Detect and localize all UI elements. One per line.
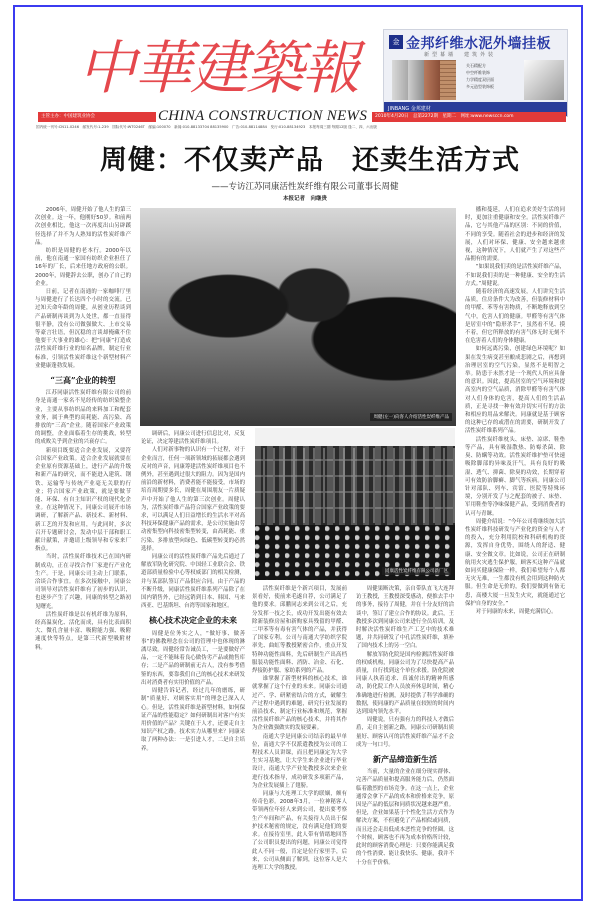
section-heading-transformation: “三高”企业的转型: [50, 375, 116, 386]
article-headline: 周健：不仅卖产品 还卖生活方式: [100, 145, 520, 176]
ad-brand-bar: JINBANG 金邦建材: [384, 102, 567, 116]
photo-caption: 同康活性炭纤维有限公司新厂区: [382, 567, 451, 575]
ad-logo-icon: 金: [389, 35, 403, 49]
publication-info-line: 国内统一刊号:CN11-0246 邮发代号:1-239 国际代号:WT0246T 邮编:100070 新闻:010-88133704 88135900 广告:010-88114884 发行:010-88134923 本报每周三期 每期12版 逢二、四、六出版: [36, 125, 377, 129]
section-heading-core-technology: 核心技术决定企业的未来: [149, 615, 237, 626]
article-subheading: ——专访江苏同康活性炭纤维有限公司董事长周健: [211, 182, 399, 192]
publisher-bar: 主管主办：中国建筑业协会: [38, 112, 156, 122]
section-heading-new-products: 新产品缔造新生活: [373, 754, 437, 765]
ad-features: 关石精配方 中空纤维装饰 力学精度双层面 多元造型装饰板: [466, 63, 494, 89]
column-4: 周健果断决策，亲自带队直飞大连拜访王教授，王教授深受感动，便推去手中的事务，接待了周健，并在十分友好的洽谈中，签订了建立合作的协议。此后，王教授多次到同康公司来进行全员培训，及时解决活性炭纤维生产工艺中的技术难题，并共同研发了中孔活性炭纤维，填补了国内技术上的另一空白。 解放军防化院是国内检测活性炭纤维的权威机构，同康公司为了尽快提高产品质量，自行找到这个单位求援。防化院被同康人执着追求、真诚付出的精神所感动，防化院工作人员放弃休息时间，精心准确地进行检测，及时提供了科学准确的数据，使同康的产品质量在较短的时间内达到国内领先水平。 周健说，只有强有力的科技人才做后盾，走自主创新之路，同康公司研制出质量好、顾客认可的活性炭纤维产品才不会成为一句口号。 新产品缔造新生活 当前，大量的企业在细分现实群体、完善产品质量和提高服务能力后，仍然面临着激烈的市场竞争。在这一点上，企业通常会拿下产品的成本和价格来竞争，原因是产品的低层和同质状况越来越严重。但是，企业如果基于个性化生活方式作为解决方案，不但避免了产品相似或同质，而且还会走出低成本恶性竞争的怪圈。这个时候，顾客也不再为成本价格所计较，此时的顾客消费心理是：只要你能满足我的个性消费、能让我快乐、健康，我并不十分在乎价格。: [356, 586, 454, 866]
issue-date-bar: 2010年4月20日 总第2272期 星期二 网址:www.newsccn.com: [372, 112, 566, 122]
ad-title: 金邦纤维水泥外墙挂板: [406, 36, 551, 52]
english-title: CHINA CONSTRUCTION NEWS: [158, 108, 368, 124]
column-2: 调研后，同康公司进行信息比对，反复论证，决定筹建活性炭纤维项目。 人们对新事物的认识有一个过程，对于企业而言，任何一项新领域的拓展都会遇到反对的声音，同康筹建活性炭纤维项目也不例外，甚至遇到过很大的阻力。因为是国内前沿的新材料，消费者能不能接受，市场的培育周期要多长，周健在周围朋友一片质疑声中开始了他人生的第三次创业。周健认为，活性炭纤维产品符合国家产业政策的要求，可以满足人们日益增长的生活水平对高科技环保健康产品的需求，是公司实施由劳动密集型向科技密集型转变，由高耗能、重污染、多排放型向绿色、低碳型转变的必然选择。 同康公司的活性炭纤维产品先后通过了解放军防化研究院、中国轻工业联合会、铁道部质量检验中心等权威部门的相关检测，并与某部队签订产品供应合同。由于产品的不断升级，同康活性炭纤维系列产品除了在国内销售外，已经远销到日本、韩国、马来西亚、巴基斯坦、台湾等国家和地区。 核心技术决定企业的未来 周健是位务实之人，“做好事、做善事”的佛教理念在公司的管理中也体现的淋漓尽致。周健经常告诫员工，一是要做好产品，一定不能昧着良心做伪劣产品或抛售库存；二是产品的研制前无古人，没有参考借鉴的东西，要靠我们自己的核心技术来研发出对消费者有实用价值的产品。 周健告诉记者，经过几年的磨练，研制“质量好、对顾客实用”的理念已深入人心。但是，活性炭纤维是新型材料，如何保证产品的性能稳定？如何研制出对客户有实用价值的产品？关键在于人才，还要走自主知识产权之路。技术实力从哪里来？同康采取了两种办法：一是引进人才，二是自主培养。: [141, 431, 245, 752]
ad-building-image: [524, 60, 564, 100]
column-5: 播和蔓延，人们在追求美好生活的同时，更加注重健康和安全。活性炭纤维产品，它与其他产品的区别：不同的价值，不同的享受。随着社会的进步和经济的发展，人们对环保、健康、安全越来越重视，这种情况下，人们就产生了对这些产品拥有的需要。 “如果说我们卖的是活性炭纤维产品，不如说我们卖的是一种健康、安全的生活方式。”周健说。 随着经济的高速发展，人们讲究生活品质，住房条件大为改善，但装修材料中的甲醛、苯等有害物质，不断地释放到空气中，危害人们的健康。甲醛等有害气体是居室中的“隐形杀手”，虽然看不见、摸不着，但它所释放的有害气体无时无刻不在危害着人们的身体健康。 如何远离污染，创建绿色环境呢？如果在发生病变甚至酿成悲剧之后，再想到治理居室的空气污染，显然不是明智之举。防患于未然才是一个现代人所应具备的意识。因此，提高居室的空气环境和提高室内的空气品质，消除甲醛等有害气体对人们身体的危害，提高人们的生活品质，正是寻找一种有效并切实可行的方法和相应的用品来解决。同康就是基于顾客的这种已存的或潜在的需要，研制开发了活性炭纤维系列产品。 活性炭纤维枕头、床垫、凉席、鞋垫等产品，具有吸湿散热、防霉杀菌、除臭、防螨等功效。活性炭纤维护垫可快速吸除脚部的异味及汗气，具有良好的吸湿、透气、抑菌、除臭的功效，长期穿着可有效防治脚癣、脚气等疾病。同康公司针对部队、列车、宾馆、医院等特殊环境，分别开发了与之配套的被子、床垫、军用鞋垫等净味保健产品，受到消费者的认可与青睐。 周健介绍说：“今年公司将继续加大活性炭纤维科技研发与产业化的资金与人才的投入，充分利用院校和科研机构的资源，发挥自身优势，围绕人的舒适、健康、安全做文章。比如说，公司正在研制航用火灾逃生保护服，顾客买这种产品就如同买健康保险一样，我们希望每个人都无灾无难，一生都没有机会用到这种防火服。但生命是无价的，我们要做到有备无患，高楼大厦一旦发生火灾，就能通过它保护自身的安全。” 对于同康的未来，周健充满信心。: [465, 207, 565, 615]
photo-factory-building: [255, 428, 455, 580]
advertisement-banner[interactable]: [383, 29, 568, 117]
photo-zhou-jian-with-guests: [140, 208, 456, 426]
photo-caption: 周健(左一)向客人介绍活性炭纤维产品: [370, 413, 452, 421]
article-byline: 本报记者 向继贵: [282, 196, 327, 202]
calligraphy-logo: [78, 22, 359, 102]
ad-subtitle: 新型幕墙 建筑外装: [424, 52, 497, 58]
column-3: 活性炭纤维是个新兴项目，发展前景看好，使前来毛遂自荐，公司满足了他的要求。邱鹏同志来到公司之后，充分发挥一技之长，成功开发出能有效去除新装修房屋和新购家具残留的甲醛、二甲苯等有毒有害气体的产品，并获得了国家专利。公司与南通大学纺织学院率先、曲虹等教授紧密合作，重点开发特种功能性面料，先后研制生产出高档服装功能性面料、消防、冶金、石化、焊接防护服、家纺系列的产品。 谁掌握了新型材料的核心技术，谁就掌握了这个行业的未来。同康公司通过产、学、研紧密结合的方式，破解生产过程中遇到的难题，研究行业发展的前沿技术，制定行业标准和规范，掌握活性炭纤维产品的核心技术，并将其作为企业做强做实的发展要素。 南通大学是同康公司结亲的最早单位，南通大学不仅派遣教授为公司的工程技术人员讲课，而且把同康定为大学生实习基地，让大学生来企业进行毕业设计，南通大学产业处教授多次来企业进行技术指导，成功研发多项新产品，为企业发展插上了翅膀。 同康与大连理工大学的联姻，颇有传奇色彩。2008年3月，一位神秘客人带领两位年轻人来到公司，提出要考察生产车间和产品，有关接待人员出于保护技术秘密的规定，没有满足他们的要求。在接待室里，此人带有情绪地回答了公司职员提出的问题，同康公司觉得此人不同一般，肯定是位行家里手，后来，公司从侧面了解到，这位客人是大连理工大学的教授。: [252, 586, 347, 871]
column-1: 2006年，周健开始了他人生的第三次创业。这一年，他刚好50岁。和前两次创业相比，他这一次再度出山另辟蹊径选择了并不为人熟知的活性炭纤维产品。 纺织是周健的老本行。2000年以前，他在南通一家国有纺织企业担任了16年的厂长，后来任地方政府的公职。2000年，周健辞去公职，创办了自己的企业。 日前，记者在南通的一家咖啡厅里与周健进行了长达四个小时的交流。已过知天命年龄的周健，从创业历程谈到产品研制再谈到为人处世，都一直显得很平静，没有公司做强做大、上市交易等豪言壮语，但沉稳的言谈却掩藏不住他要干大事业的雄心：把“同康”打造成活性炭纤维行业的知名品牌，制定行业标准，引领活性炭纤维这个新型材料产业健康蓬勃发展。 “三高”企业的转型 江苏同康活性炭纤维有限公司的前身是南通一家名不见经传的纺织染整企业，主要从事纺织品的来料加工和配套业务，属于典型的高耗能、高污染、高排放的“三高”企业。随着国家产业政策的调整，企业面临着生存的挑战，转型的成败关乎到企业的兴衰存亡。 新项目既要适合企业发展，又要符合国家产业政策。适合企业发展就要在企业原有资源基础上，进行产品的升级和新产品的研究，而不能进入建筑、钢铁、运输等与传统产业毫无关联的行业；符合国家产业政策，就是要做节能、环保、有自主知识产权的现代化企业。在这种情况下，同康公司展开市场调研，了解新产品、新技术、新材料、新工艺的开发和应用，与此同时，多次召开专题研讨会，发动中层干部和职工献计献策，并邀请上级领导和专家来厂指点。 当时，活性炭纤维技术已在国内研制成功，正在寻找合作厂家进行产业化生产。于是，同康公司主动上门联系，洽谈合作事宜。在多次接触中，同康公司领导对活性炭纤维有了初步的认识，也逐步产生了兴趣，同康的转型之路初见曙光。 活性炭纤维是以有机纤维为原料，经高温炭化、活化而成，具有比表面积大、微孔含量丰富、吸附能力强、吸附速度快等特点，是第三代新型吸附材料。: [35, 207, 131, 651]
newspaper-masthead-logo: [78, 22, 359, 102]
masthead-title: 中華建築報: [78, 34, 359, 102]
ad-product-panels: [392, 60, 462, 100]
